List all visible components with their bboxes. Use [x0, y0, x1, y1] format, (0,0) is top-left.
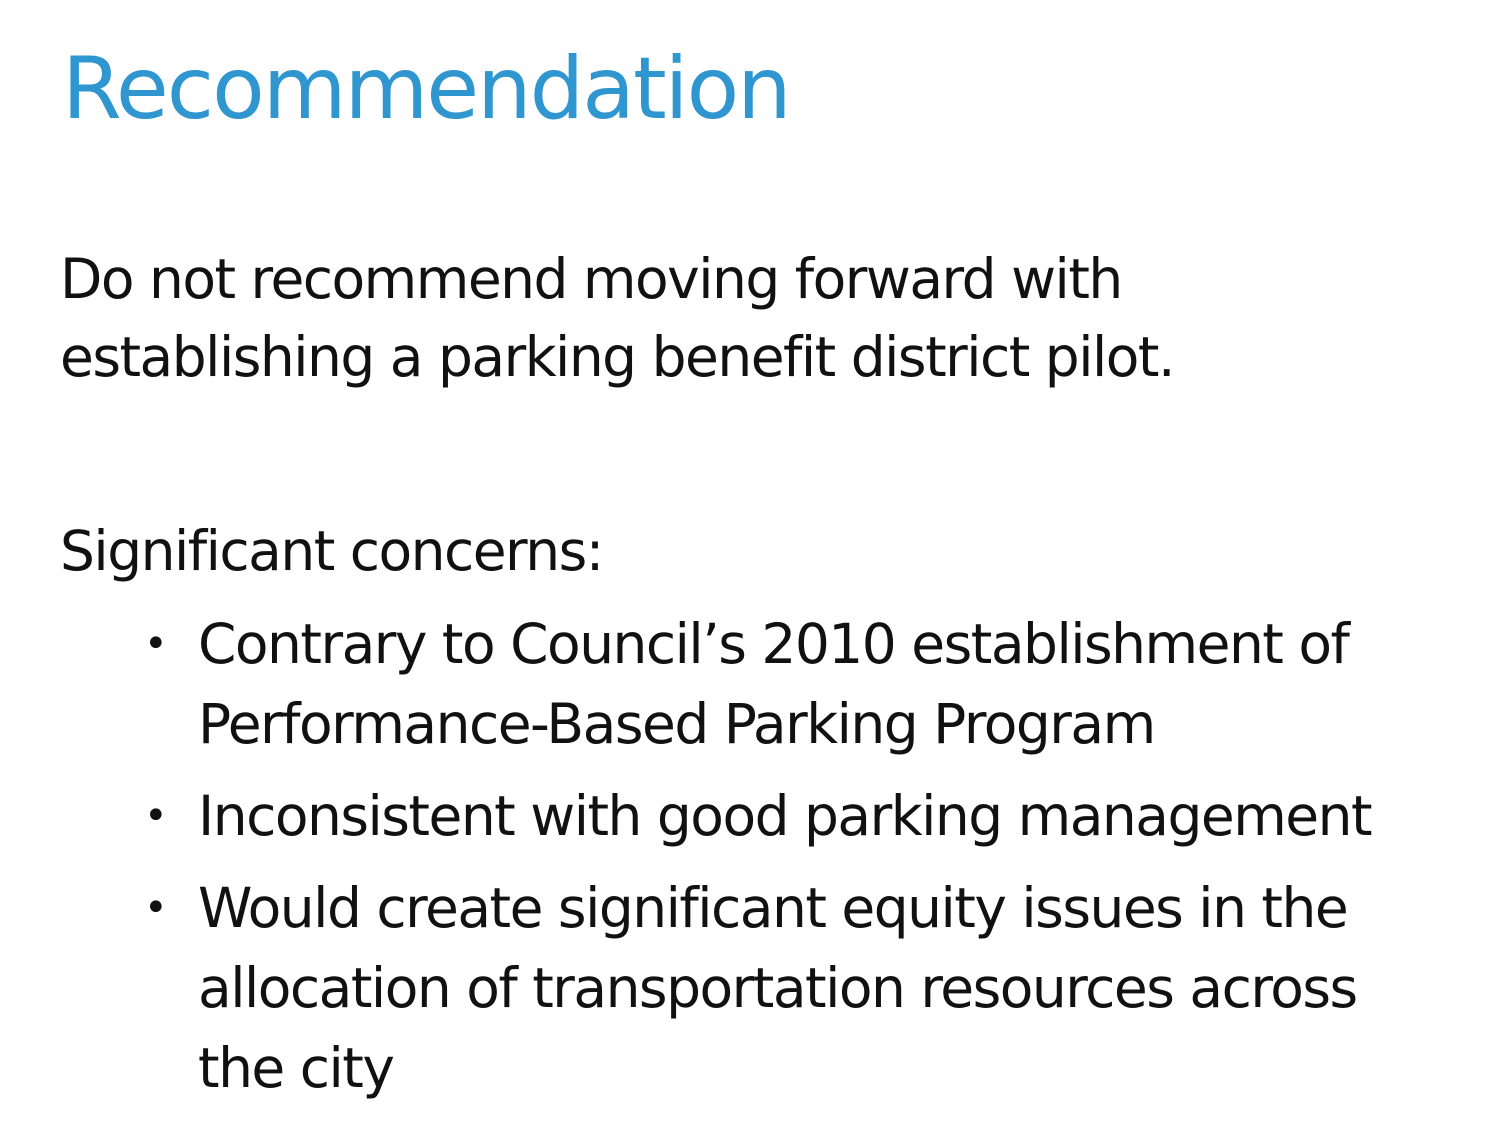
- concern-line: Inconsistent with good parking management: [198, 784, 1372, 848]
- bullet-icon: •: [144, 793, 167, 839]
- concern-line: Contrary to Council’s 2010 establishment of: [198, 612, 1349, 676]
- concerns-list: [140, 604, 1480, 1120]
- concern-item: [140, 776, 1480, 856]
- concerns-heading: Significant concerns:: [60, 519, 603, 583]
- recommendation-line: Do not recommend moving forward with: [60, 247, 1122, 311]
- concern-line: allocation of transportation resources across: [198, 956, 1357, 1020]
- recommendation-line: establishing a parking benefit district pilot.: [60, 325, 1174, 389]
- bullet-icon: •: [144, 621, 167, 667]
- recommendation-text: [60, 240, 1360, 396]
- concern-line: the city: [198, 1036, 394, 1100]
- concern-line: Performance-Based Parking Program: [198, 692, 1155, 756]
- concern-line: Would create significant equity issues in the: [198, 876, 1348, 940]
- bullet-icon: •: [144, 885, 167, 931]
- concern-item: [140, 868, 1480, 1108]
- slide-title: Recommendation: [62, 39, 790, 139]
- concern-item: [140, 604, 1480, 764]
